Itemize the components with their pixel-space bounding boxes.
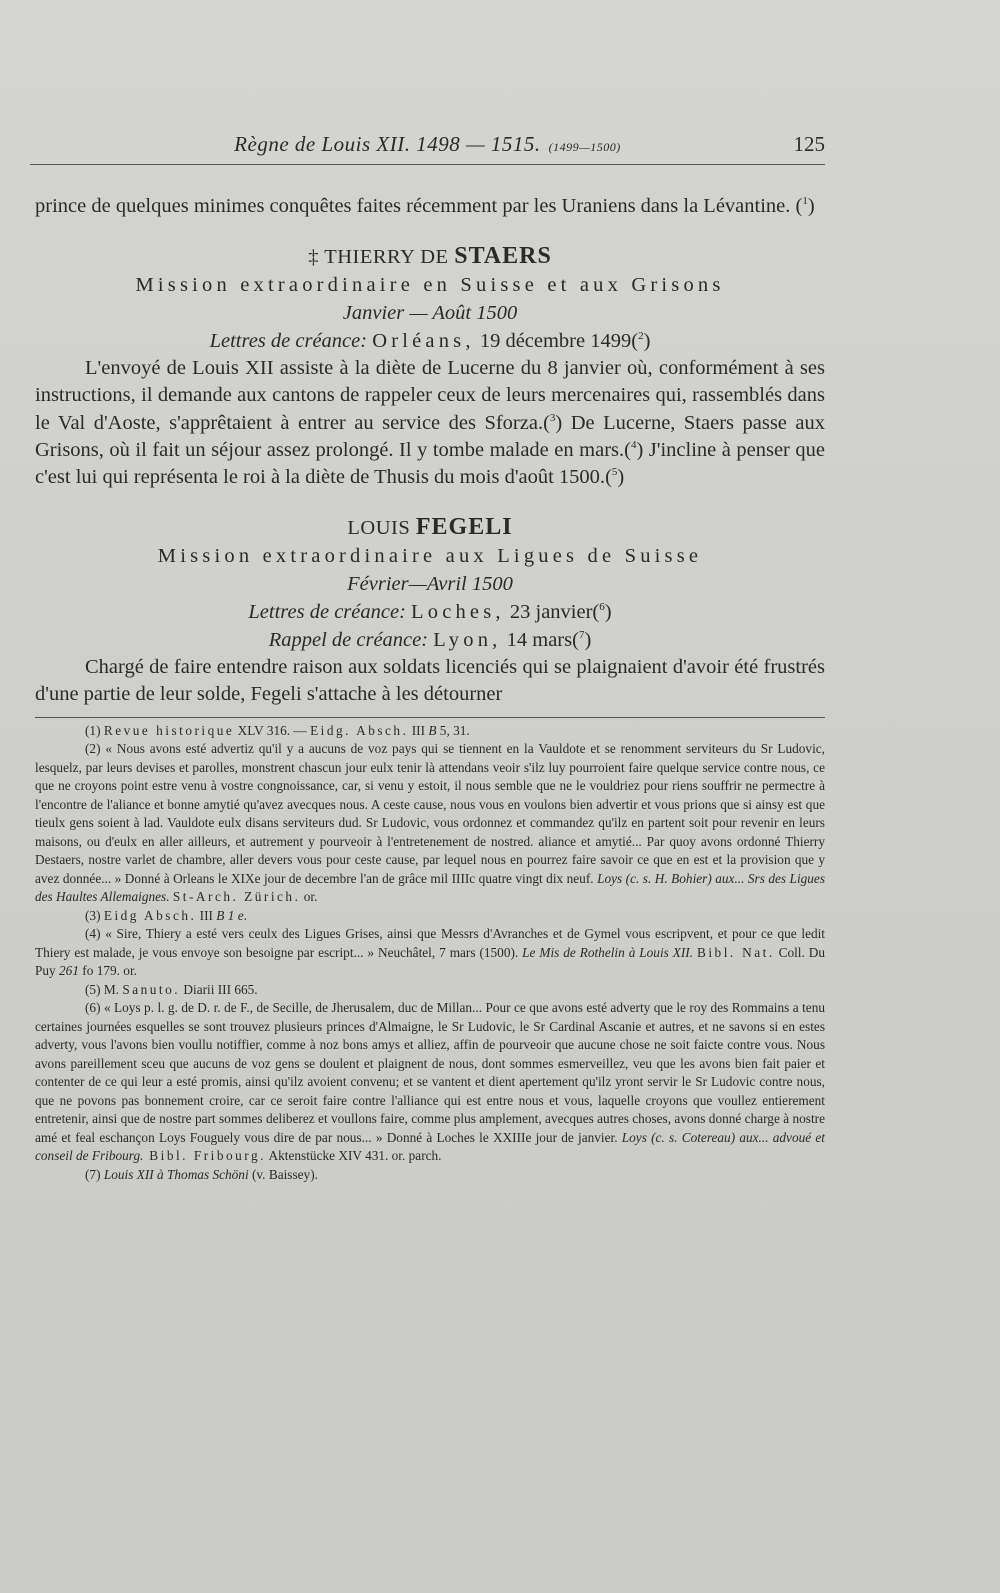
footnote-7 [35, 1166, 825, 1185]
footnote-signature: Louis XII à Thomas Schöni [103, 1166, 249, 1182]
section2-paragraph [35, 654, 825, 708]
footnote-text: B [428, 722, 437, 738]
para-text: Chargé de faire entendre raison aux soldats licenciés qui se plaignaient d'avoir été frustrés d'une partie de leur solde, Fegeli s'attache à les détourner [35, 656, 825, 706]
recall-date: 14 mars [506, 629, 573, 652]
footnote-number: (5) [85, 981, 101, 997]
footnote-3 [35, 907, 825, 926]
footnote-ref: 7 [578, 629, 585, 642]
letters-place: Loches, [411, 601, 505, 624]
header-subtitle: (1499—1500) [548, 140, 621, 154]
section-title-staers [35, 242, 825, 271]
mission-dates: Février—Avril 1500 [347, 573, 513, 596]
footnote-text: B 1 e [216, 907, 244, 923]
footnote-1 [35, 722, 825, 741]
footnote-ref: 5 [611, 466, 618, 479]
footnote-ref: 2 [638, 330, 644, 343]
section-title-name: FEGELI [415, 514, 513, 541]
letters-of-credence: Lettres de créance: Loches, 23 janvier($^6$) [248, 601, 612, 624]
source-name: St-Arch. Zürich. [172, 889, 301, 905]
footnote-signature: Loys (c. s. Cotereau) aux... advoué et conseil de Fribourg. [35, 1129, 825, 1164]
footnote-signature: Le Mis de Rothelin à Louis XII. [518, 944, 697, 960]
section-title-prefix: ‡ THIERRY DE [308, 246, 455, 269]
para-text: L'envoyé de Louis XII assiste à la diète de Lucerne du 8 janvier où, conformément à ses instructions, il demande aux cantons de rappeler ceux de leurs mercenaires qui, rassemblés dans le Val d'Aoste, s'apprêtaient à entrer au service des Sforza. [35, 357, 825, 434]
footnote-text: or. [300, 889, 318, 905]
footnote-text: Aktenstücke XIV 431. or. parch. [265, 1148, 442, 1164]
footnote-ref: 4 [630, 438, 637, 451]
source-name: Revue historique [103, 722, 235, 738]
header-title: Règne de Louis XII. 1498 — 1515. [234, 132, 541, 156]
footnote-text: Coll. Du Puy [35, 944, 825, 979]
letters-date: 23 janvier [509, 601, 593, 624]
mission-line: Mission extraordinaire en Suisse et aux Grisons [135, 274, 725, 297]
footnote-text: M. [103, 981, 123, 997]
footnote-2 [35, 740, 825, 907]
footnote-6 [35, 999, 825, 1166]
footnote-text: III [408, 722, 429, 738]
recall-place: Lyon, [433, 629, 502, 652]
section-title-name: STAERS [454, 243, 552, 270]
footnote-text: « Sire, Thiery a esté vers ceulx des Ligues Grises, ainsi que Messrs d'Avranches et de Gymel vous escripvent, et pour ce que ledit Thiery est malade, je vous envoye son besoigne par escript... » Neuchâtel, 7 mars (1500). [35, 926, 826, 960]
footnote-number: (4) [85, 926, 101, 942]
footnote-text: 261 [59, 963, 79, 979]
footnote-text: fo 179. or. [78, 963, 137, 979]
section-title-fegeli [35, 513, 825, 542]
para-text: De Lucerne, Staers passe aux Grisons, où il fait un séjour assez prolongé. Il y tombe malade en mars. [35, 411, 826, 461]
footnote-4 [35, 925, 825, 981]
recall-of-credence: Rappel de créance: Lyon, 14 mars($^7$) [268, 629, 592, 652]
source-name: Bibl. Nat. [696, 944, 775, 960]
source-name: Bibl. Fribourg. [143, 1148, 266, 1164]
intro-paragraph: prince de quelques minimes conquêtes faites récemment par les Uraniens dans la Lévantine. ($^1$) [35, 195, 815, 217]
footnote-text: III [196, 907, 217, 923]
header-title-block [30, 132, 825, 157]
footnote-text: (v. Baissey). [248, 1166, 318, 1182]
footnote-number: (6) [85, 1000, 101, 1016]
footnote-text: « Nous avons esté advertiz qu'il y a aucuns de voz pays qui se tiennent en la Vauldote et se renomment serviteurs du Sr Ludovic, lesquelz, par leurs devises et parolles, monstrent chascun jour eulx tenir là attendans veoir s'ilz luy pourroient faire quelque service contre nous, ce que ne croyons point estre venu à vostre congnoissance, car, si venu y estoit, il nous semble que ne le vouldriez pour riens souffrir ne permectre à l'encontre de l'aliance et bonne amytié qu'avez avecques nous. A ceste cause, nous vous en voulons bien advertir et vous prions que si ainsy est que tieulx gens soient à lad. Vauldote eulx disans serviteurs dud. Sr Ludovic, vous ordonnez et commandez qu'ilz en partent soit pour revenir en leurs maisons, ou d'eulx en aller ailleurs, et autrement y pourveoir à l'entretenement de nostred. aliance et amytié... Par quoy avons ordonné Thierry Destaers, nostre varlet de chambre, aller devers vous pour ceste cause, par lequel nous en pourrez faire savoir ce que en est et la provision que y avez donnée... » Donné à Orleans le XIXe jour de decembre l'an de grâce mil IIIIc quatre vingt dix neuf. [35, 741, 825, 886]
source-name: Eidg Absch. [103, 907, 197, 923]
mission-line: Mission extraordinaire aux Ligues de Suisse [157, 545, 703, 568]
footnote-signature: Loys (c. s. H. Bohier) aux... Srs des Ligues des Haultes Allemaignes. [35, 870, 826, 905]
source-name: Sanuto. [122, 981, 181, 997]
page-number: 125 [793, 132, 825, 156]
footnote-text: 5, 31. [436, 722, 470, 738]
footnote-5 [35, 981, 825, 1000]
intro-text: prince de quelques minimes conquêtes faites récemment par les Uraniens dans la Lévantine. [35, 195, 791, 217]
footnote-number: (2) [85, 741, 101, 757]
footnote-text: « Loys p. l. g. de D. r. de F., de Secille, de Jherusalem, duc de Millan... Pour ce que avons esté adverty que le roy des Rommains a tenu certaines journées esquelles se sont trouvez plusieurs princes d'Almaigne, le Sr Ludovic, le Sr Cardinal Ascanie et autres, et ne savons si en estes adverty, vous l'avons bien voullu notiffier, comme à noz bons amys et alliez, affin de pourveoir que aucune chose ne soit faicte contre vous. Nous avons pareillement sceu que aucuns de voz gens se doulent et plaignent de nous, dont sommes esmerveillez, veu que les avons bien fait paier et contenter de ce qui leur a esté promis, ainsi qu'ilz avoient convenu; et se vantent et dient apertement qu'ilz yront servir le Sr Ludovic contre nous, que ne povons pas bonnement croire, car ce seroit faire contre l'alliance qui est entre nous et vous, laquelle croyons que voullez entierement entretenir, ainsi que de nostre part sommes deliberez et voullons faire, comme plus amplement, avecques autres choses, avons donné charge à nostre amé et feal eschançon Loys Fouguely vous dire de par nous... » Donné à Loches le XXIIIe jour de janvier. [35, 1000, 825, 1145]
footnote-ref: 3 [549, 411, 556, 424]
page-body [35, 193, 825, 1184]
footnote-ref: 6 [599, 601, 605, 614]
letters-label: Lettres de créance: [248, 601, 406, 624]
source-name: Eidg. Absch. [310, 722, 409, 738]
footnote-text: Diarii III 665. [180, 981, 258, 997]
footnote-ref: 1 [802, 195, 808, 208]
footnotes [35, 717, 825, 1185]
footnote-text: XLV 316. — [234, 722, 311, 738]
footnote-text: . [243, 907, 247, 923]
section1-paragraph: L'envoyé de Louis XII assiste à la diète de Lucerne du 8 janvier où, conformément à ses instructions, il demande aux cantons de rappeler ceux de leurs mercenaires qui, rassemblés dans le Val d'Aoste, s'apprêtaient à entrer au service des Sforza.($^3$) De Lucerne, Staers passe aux Grisons, où il fait un séjour assez prolongé. Il y tombe malade en mars.($^4$) J'incline à penser que c'est lui qui représenta le roi à la diète de Thusis du mois d'août 1500.($^5$) [35, 357, 826, 489]
letters-label: Lettres de créance: [209, 330, 368, 353]
running-header [30, 132, 825, 165]
para-text: J'incline à penser que c'est lui qui représenta le roi à la diète de Thusis du mois d'août 1500. [35, 438, 825, 489]
section-title-prefix: LOUIS [347, 517, 416, 540]
mission-dates: Janvier — Août 1500 [342, 302, 518, 325]
footnote-number: (7) [85, 1166, 101, 1182]
letters-date: 19 décembre 1499 [479, 330, 632, 353]
recall-label: Rappel de créance: [268, 629, 429, 652]
footnote-number: (3) [85, 907, 101, 923]
letters-place: Orléans, [372, 330, 475, 353]
footnote-number: (1) [85, 722, 101, 738]
letters-of-credence: Lettres de créance: Orléans, 19 décembre 1499($^2$) [209, 330, 651, 353]
